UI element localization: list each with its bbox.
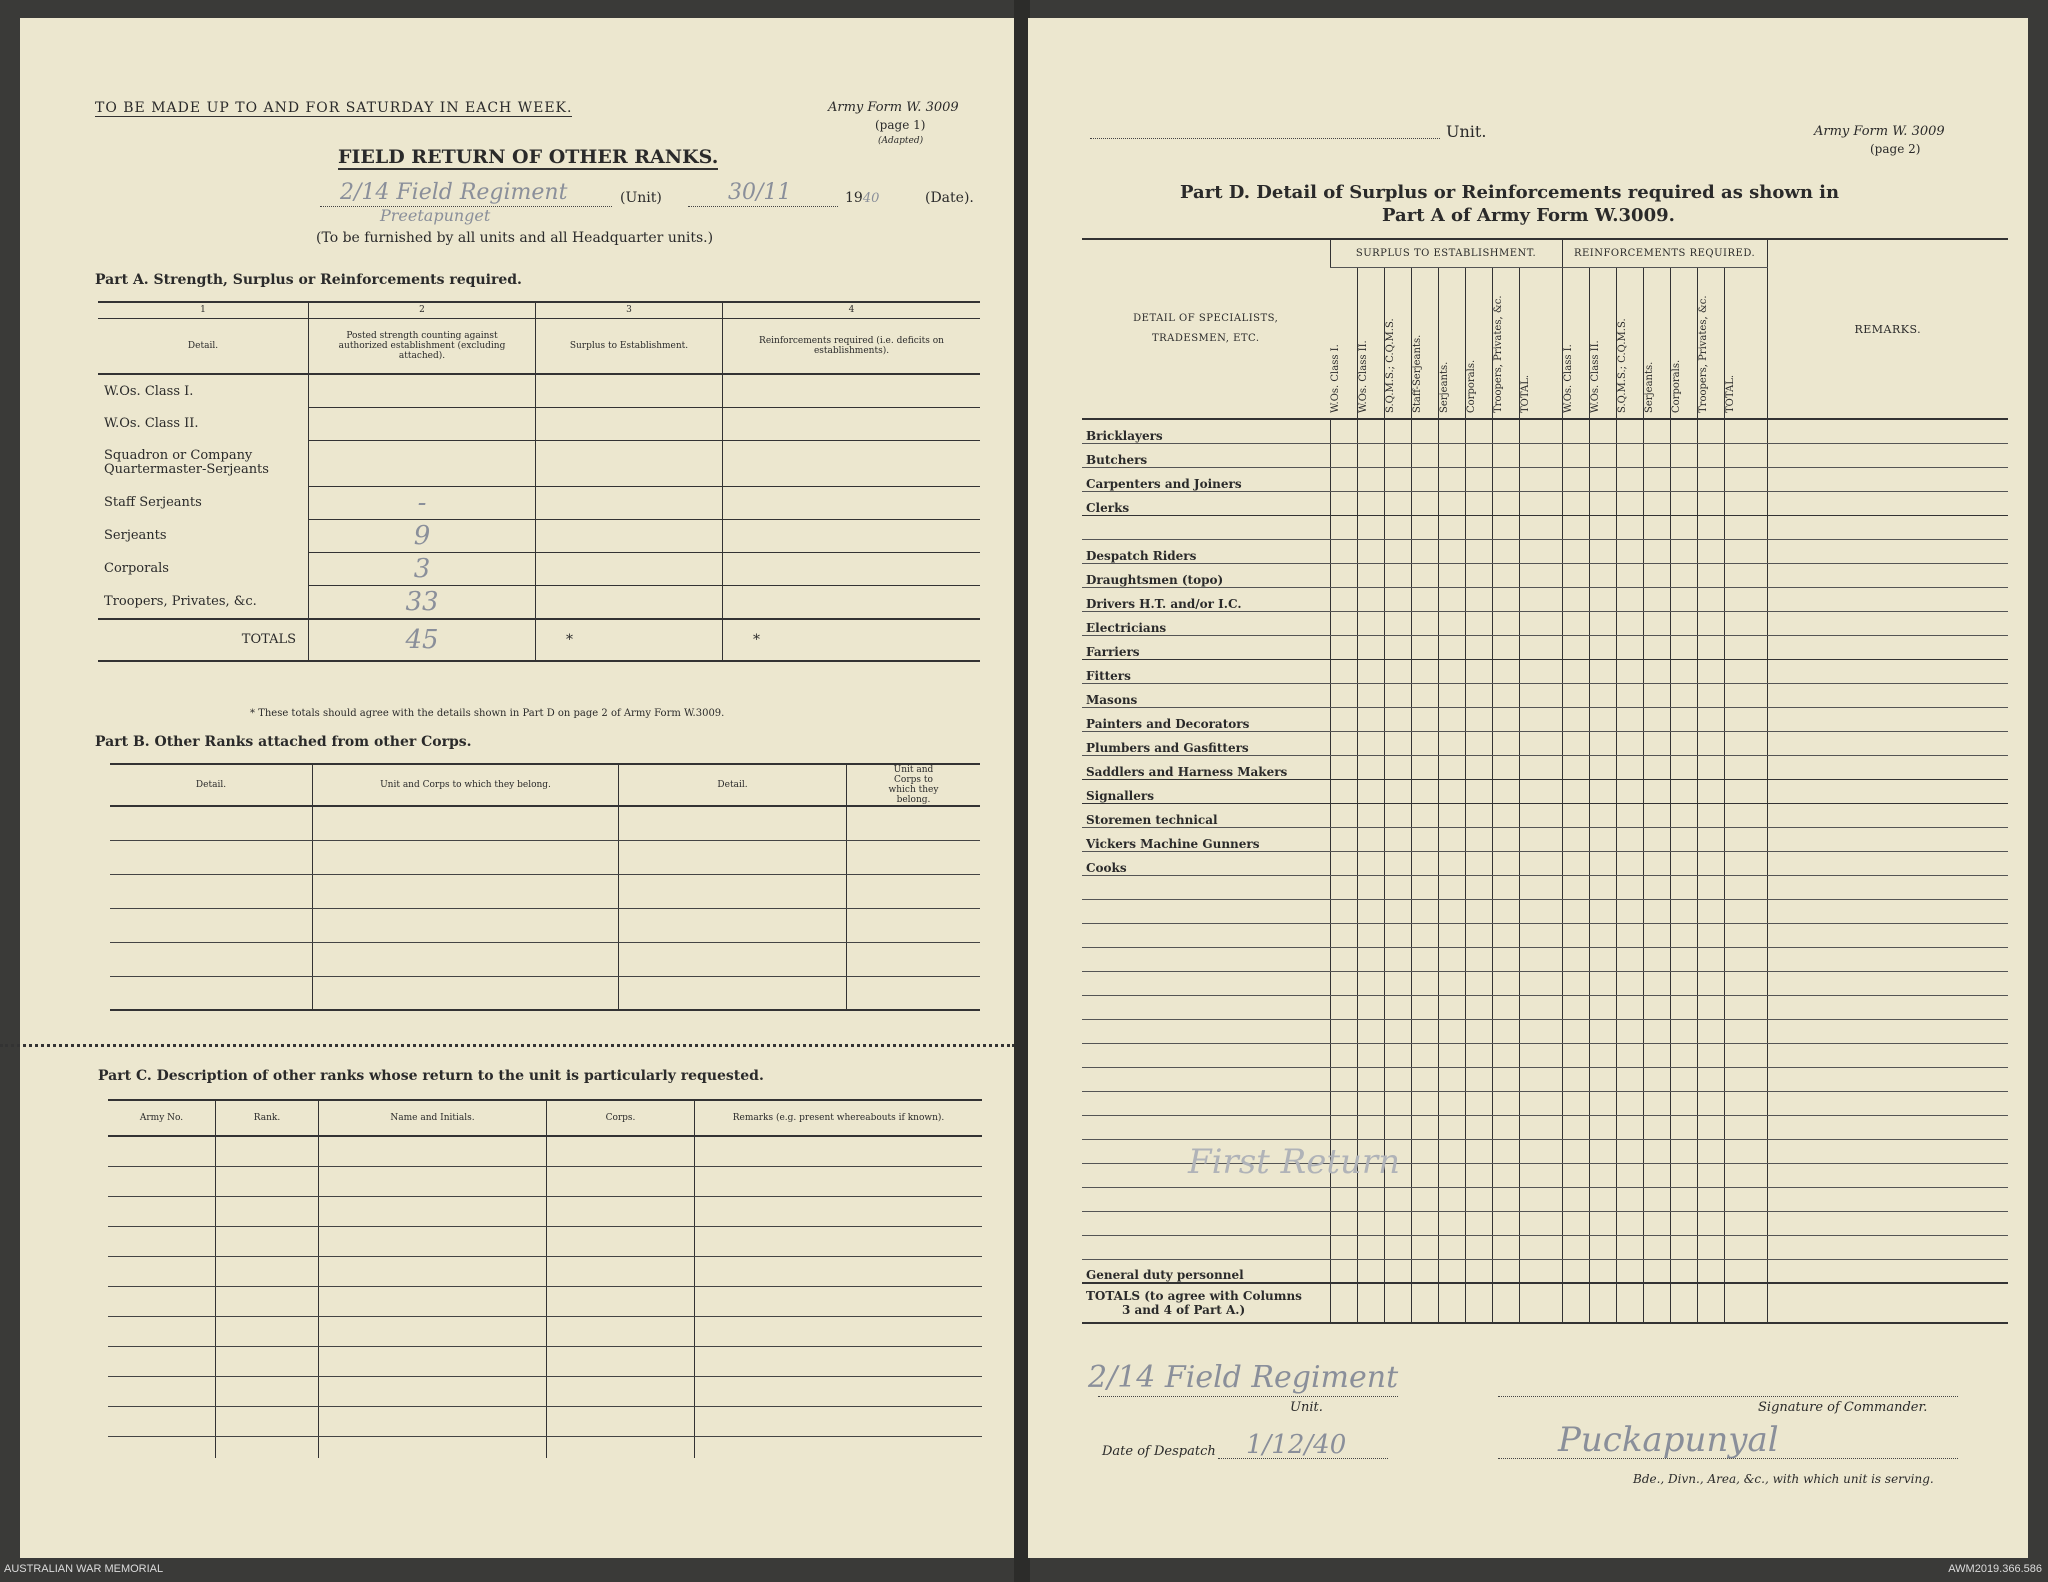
row-strength bbox=[309, 374, 536, 407]
table-row bbox=[1082, 851, 2008, 875]
part-b-table bbox=[110, 763, 980, 1011]
signature-line bbox=[1498, 1396, 1958, 1397]
surplus-header: SURPLUS TO ESTABLISHMENT. bbox=[1330, 239, 1562, 267]
row-detail: W.Os. Class I. bbox=[104, 383, 194, 399]
table-row bbox=[1082, 635, 2008, 659]
table-row bbox=[110, 840, 980, 874]
trade-label: Farriers bbox=[1082, 635, 1330, 659]
table-row bbox=[1082, 1187, 2008, 1211]
trade-label bbox=[1082, 1187, 1330, 1211]
table-row bbox=[1082, 707, 2008, 731]
form-page-2 bbox=[1028, 18, 2028, 1558]
form-page-1 bbox=[20, 18, 1015, 1558]
footer-source: AUSTRALIAN WAR MEMORIAL bbox=[4, 1563, 164, 1575]
page-label: (page 1) bbox=[875, 118, 926, 132]
table-row bbox=[98, 486, 980, 519]
row-strength: - bbox=[309, 486, 536, 519]
reinforce-col-header: W.Os. Class I. bbox=[1562, 267, 1589, 419]
table-row bbox=[1082, 563, 2008, 587]
table-row bbox=[110, 874, 980, 908]
col-header-unit-corps: Unit and Corps to which they belong. bbox=[313, 764, 619, 806]
reinforce-col-header: Corporals. bbox=[1670, 267, 1697, 419]
reinforce-col-header: Serjeants. bbox=[1643, 267, 1670, 419]
table-row bbox=[1082, 491, 2008, 515]
table-row bbox=[1082, 515, 2008, 539]
surplus-col-header: S.Q.M.S.; C.Q.M.S. bbox=[1384, 267, 1411, 419]
trade-label: Masons bbox=[1082, 683, 1330, 707]
header-instruction: TO BE MADE UP TO AND FOR SATURDAY IN EACH WEEK. bbox=[95, 100, 573, 116]
table-row bbox=[1082, 611, 2008, 635]
trade-label: Electricians bbox=[1082, 611, 1330, 635]
bde-caption: Bde., Divn., Area, &c., with which unit is serving. bbox=[1633, 1472, 1934, 1486]
trade-label bbox=[1082, 1043, 1330, 1067]
col-header-surplus: Surplus to Establishment. bbox=[536, 318, 723, 374]
row-detail: Squadron or Company Quartermaster-Serjeants bbox=[104, 448, 269, 477]
bde-line bbox=[1498, 1458, 1958, 1459]
table-row bbox=[1082, 683, 2008, 707]
page-title: FIELD RETURN OF OTHER RANKS. bbox=[338, 146, 719, 168]
surplus-col-header: Troopers, Privates, &c. bbox=[1492, 267, 1519, 419]
table-row bbox=[1082, 1115, 2008, 1139]
table-row bbox=[1082, 659, 2008, 683]
form-number: Army Form W. 3009 bbox=[1814, 124, 1945, 139]
table-row bbox=[98, 407, 980, 440]
page-title-line1: Part D. Detail of Surplus or Reinforcements required as shown in bbox=[1180, 182, 1840, 203]
col-header-reinforcements: Reinforcements required (i.e. deficits on establishments). bbox=[723, 318, 981, 374]
trade-label: Fitters bbox=[1082, 659, 1330, 683]
totals-reinforce-star: * bbox=[723, 619, 981, 661]
surplus-col-header: W.Os. Class II. bbox=[1357, 267, 1384, 419]
table-row bbox=[98, 374, 980, 407]
table-row bbox=[1082, 539, 2008, 563]
adapted-label: (Adapted) bbox=[878, 136, 924, 146]
trade-label bbox=[1082, 947, 1330, 971]
col-number: 1 bbox=[98, 302, 309, 318]
unit-field bbox=[320, 180, 612, 207]
date-handwritten: 30/11 bbox=[728, 180, 792, 205]
trade-label: Clerks bbox=[1082, 491, 1330, 515]
table-row bbox=[1082, 923, 2008, 947]
trade-label bbox=[1082, 971, 1330, 995]
trade-label bbox=[1082, 1211, 1330, 1235]
surplus-col-header: TOTAL. bbox=[1519, 267, 1562, 419]
trade-label: Despatch Riders bbox=[1082, 539, 1330, 563]
trade-label: Saddlers and Harness Makers bbox=[1082, 755, 1330, 779]
table-row bbox=[98, 585, 980, 619]
table-row bbox=[1082, 587, 2008, 611]
trade-label: Plumbers and Gasfitters bbox=[1082, 731, 1330, 755]
row-detail: Corporals bbox=[104, 561, 169, 576]
table-row bbox=[98, 519, 980, 552]
footer-accession: AWM2019.366.586 bbox=[1948, 1563, 2042, 1575]
col-header-detail: Detail. bbox=[619, 764, 847, 806]
table-row bbox=[1082, 995, 2008, 1019]
unit-caption: Unit. bbox=[1290, 1400, 1323, 1415]
date-field bbox=[688, 180, 838, 207]
table-row bbox=[108, 1226, 982, 1256]
trade-label: Draughtsmen (topo) bbox=[1082, 563, 1330, 587]
table-row bbox=[108, 1346, 982, 1376]
part-b-heading: Part B. Other Ranks attached from other Corps. bbox=[95, 734, 472, 750]
trade-label: Storemen technical bbox=[1082, 803, 1330, 827]
reinforce-col-header: Troopers, Privates, &c. bbox=[1697, 267, 1724, 419]
trade-label bbox=[1082, 875, 1330, 899]
table-row bbox=[1082, 731, 2008, 755]
trade-label: Drivers H.T. and/or I.C. bbox=[1082, 587, 1330, 611]
table-row bbox=[1082, 443, 2008, 467]
table-row bbox=[108, 1286, 982, 1316]
row-detail: W.Os. Class II. bbox=[104, 416, 199, 431]
trade-label: Bricklayers bbox=[1082, 419, 1330, 443]
row-strength: 33 bbox=[309, 585, 536, 619]
part-a-table bbox=[98, 301, 980, 662]
table-row bbox=[1082, 875, 2008, 899]
table-row bbox=[1082, 1235, 2008, 1259]
table-row bbox=[1082, 1019, 2008, 1043]
table-row bbox=[98, 440, 980, 486]
table-row bbox=[1082, 419, 2008, 443]
table-row bbox=[1082, 827, 2008, 851]
reinforce-col-header: W.Os. Class II. bbox=[1589, 267, 1616, 419]
table-row bbox=[98, 552, 980, 585]
table-row bbox=[1082, 779, 2008, 803]
totals-value: 45 bbox=[309, 619, 536, 661]
year-handwritten: 40 bbox=[862, 191, 880, 206]
table-row bbox=[1082, 755, 2008, 779]
row-strength bbox=[309, 407, 536, 440]
year-field bbox=[845, 190, 879, 206]
table-row bbox=[108, 1256, 982, 1286]
trade-label: Vickers Machine Gunners bbox=[1082, 827, 1330, 851]
trade-label bbox=[1082, 899, 1330, 923]
despatch-date: 1/12/40 bbox=[1246, 1430, 1347, 1460]
detail-header: DETAIL OF SPECIALISTS, TRADESMEN, ETC. bbox=[1082, 239, 1330, 419]
totals-label: TOTALS bbox=[241, 632, 296, 647]
part-a-footnote: * These totals should agree with the details shown in Part D on page 2 of Army Form W.3009. bbox=[250, 708, 725, 719]
table-row bbox=[1082, 467, 2008, 491]
table-row bbox=[110, 806, 980, 840]
col-header-unit-corps: Unit and Corps to which they belong. bbox=[847, 764, 981, 806]
unit-line bbox=[1090, 138, 1440, 139]
col-header-remarks: Remarks (e.g. present whereabouts if known). bbox=[695, 1100, 983, 1136]
page-label: (page 2) bbox=[1870, 142, 1921, 156]
furnish-note: (To be furnished by all units and all Headquarter units.) bbox=[316, 230, 714, 246]
col-header-rank: Rank. bbox=[216, 1100, 319, 1136]
perforation-line bbox=[0, 1044, 1015, 1047]
table-row bbox=[1082, 1091, 2008, 1115]
totals-row bbox=[1082, 1283, 2008, 1323]
table-row bbox=[108, 1196, 982, 1226]
table-row bbox=[1082, 971, 2008, 995]
table-row bbox=[110, 908, 980, 942]
row-strength: 3 bbox=[309, 552, 536, 585]
trade-label bbox=[1082, 1019, 1330, 1043]
trade-label bbox=[1082, 1235, 1330, 1259]
table-row bbox=[108, 1436, 982, 1458]
form-number: Army Form W. 3009 bbox=[828, 100, 959, 115]
unit-label: (Unit) bbox=[620, 190, 662, 206]
reinforce-col-header: TOTAL. bbox=[1724, 267, 1767, 419]
unit-signed: 2/14 Field Regiment bbox=[1088, 1360, 1399, 1395]
trade-label: Cooks bbox=[1082, 851, 1330, 875]
row-detail: Serjeants bbox=[104, 528, 167, 543]
part-c-table bbox=[108, 1099, 982, 1458]
col-header-name: Name and Initials. bbox=[319, 1100, 547, 1136]
table-row bbox=[108, 1376, 982, 1406]
signature-caption: Signature of Commander. bbox=[1758, 1400, 1928, 1415]
totals-label-line1: TOTALS (to agree with Columns bbox=[1086, 1289, 1302, 1303]
col-number: 2 bbox=[309, 302, 536, 318]
part-a-heading: Part A. Strength, Surplus or Reinforcements required. bbox=[95, 272, 522, 288]
trade-label: Butchers bbox=[1082, 443, 1330, 467]
surplus-col-header: Serjeants. bbox=[1438, 267, 1465, 419]
trade-label: Carpenters and Joiners bbox=[1082, 467, 1330, 491]
totals-surplus-star: * bbox=[536, 619, 723, 661]
bde-signed: Puckapunyal bbox=[1558, 1420, 1779, 1460]
table-row bbox=[1082, 1067, 2008, 1091]
trade-label: Signallers bbox=[1082, 779, 1330, 803]
totals-label-line2: 3 and 4 of Part A.) bbox=[1122, 1303, 1246, 1317]
reinforcements-header: REINFORCEMENTS REQUIRED. bbox=[1562, 239, 1767, 267]
trade-label bbox=[1082, 995, 1330, 1019]
remarks-header: REMARKS. bbox=[1767, 239, 2008, 419]
trade-label bbox=[1082, 1115, 1330, 1139]
trade-label: Painters and Decorators bbox=[1082, 707, 1330, 731]
col-number: 3 bbox=[536, 302, 723, 318]
surplus-col-header: Staff-Serjeants. bbox=[1411, 267, 1438, 419]
date-label: (Date). bbox=[925, 190, 974, 206]
unit-label: Unit. bbox=[1446, 122, 1487, 141]
unit-handwritten: 2/14 Field Regiment bbox=[340, 180, 568, 205]
col-header-posted-strength: Posted strength counting against authorized establishment (excluding attached). bbox=[309, 318, 536, 374]
despatch-label: Date of Despatch bbox=[1102, 1444, 1216, 1459]
table-row bbox=[108, 1136, 982, 1166]
col-header-corps: Corps. bbox=[547, 1100, 695, 1136]
totals-row bbox=[98, 619, 980, 661]
table-row bbox=[110, 942, 980, 976]
part-c-heading: Part C. Description of other ranks whose return to the unit is particularly requested. bbox=[98, 1068, 764, 1084]
col-number: 4 bbox=[723, 302, 981, 318]
unit-sub-handwritten: Preetapunget bbox=[380, 206, 491, 225]
trade-label bbox=[1082, 923, 1330, 947]
reinforce-col-header: S.Q.M.S.; C.Q.M.S. bbox=[1616, 267, 1643, 419]
table-row bbox=[1082, 899, 2008, 923]
surplus-col-header: W.Os. Class I. bbox=[1330, 267, 1357, 419]
page-title-line2: Part A of Army Form W.3009. bbox=[1382, 205, 1675, 226]
year-prefix: 19 bbox=[845, 190, 863, 206]
row-strength bbox=[309, 440, 536, 486]
trade-label bbox=[1082, 1067, 1330, 1091]
table-row bbox=[1082, 947, 2008, 971]
trade-label bbox=[1082, 515, 1330, 539]
trade-label: General duty personnel bbox=[1082, 1259, 1330, 1283]
row-strength: 9 bbox=[309, 519, 536, 552]
table-row bbox=[108, 1406, 982, 1436]
handwritten-note: First Return bbox=[1188, 1142, 1401, 1182]
table-row bbox=[1082, 1043, 2008, 1067]
col-header-army-no: Army No. bbox=[108, 1100, 216, 1136]
table-row bbox=[108, 1166, 982, 1196]
trade-label bbox=[1082, 1091, 1330, 1115]
table-row bbox=[1082, 803, 2008, 827]
table-row bbox=[1082, 1211, 2008, 1235]
col-header-detail: Detail. bbox=[110, 764, 313, 806]
table-row bbox=[108, 1316, 982, 1346]
col-header-detail: Detail. bbox=[98, 318, 309, 374]
unit-signed-line bbox=[1098, 1396, 1398, 1397]
row-detail: Troopers, Privates, &c. bbox=[98, 585, 309, 619]
table-row bbox=[110, 976, 980, 1010]
table-row bbox=[1082, 1259, 2008, 1283]
row-detail: Staff Serjeants bbox=[104, 495, 202, 510]
surplus-col-header: Corporals. bbox=[1465, 267, 1492, 419]
